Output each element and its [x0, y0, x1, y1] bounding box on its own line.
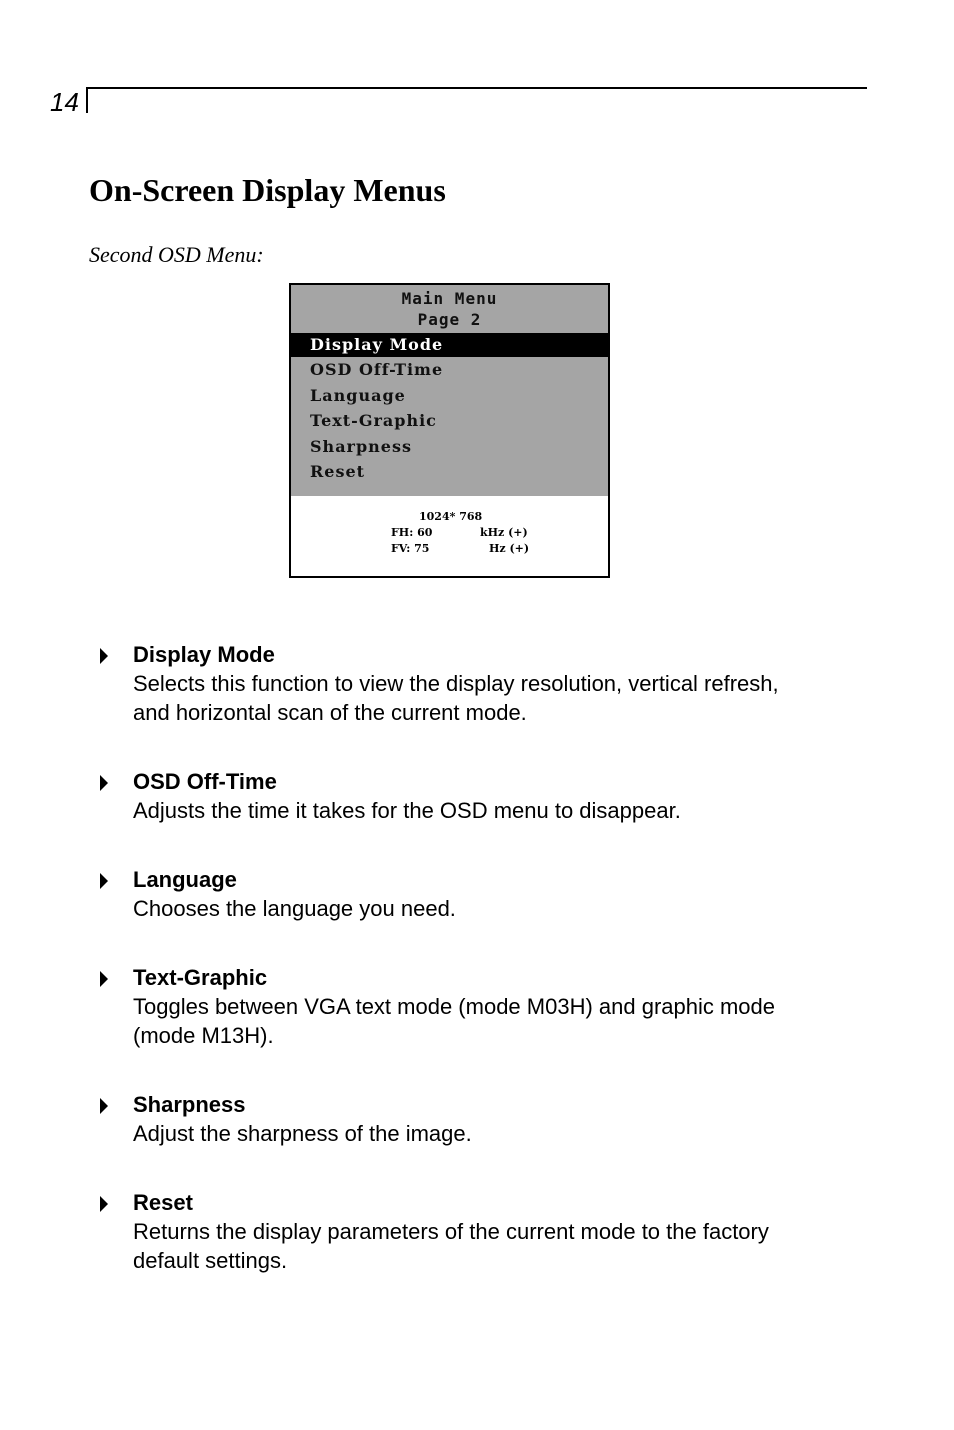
- desc-line: Adjusts the time it takes for the OSD menu to disappear.: [133, 798, 681, 823]
- osd-item-display-mode: Display Mode: [291, 333, 608, 357]
- desc-line: Adjust the sharpness of the image.: [133, 1121, 472, 1146]
- desc-term: Sharpness: [133, 1092, 246, 1117]
- desc-line: Toggles between VGA text mode (mode M03H) and graphic mode: [133, 994, 776, 1019]
- osd-item-language: Language: [310, 385, 406, 405]
- osd-item-reset: Reset: [310, 462, 366, 482]
- osd-menu-list: [291, 333, 608, 485]
- bullet-arrow-icon: [100, 971, 108, 987]
- osd-menu-title: Main Menu: [401, 289, 498, 308]
- osd-menu-page: Page 2: [417, 310, 482, 329]
- osd-fv-value: FV: 75: [391, 542, 430, 555]
- bullet-arrow-icon: [100, 648, 108, 664]
- osd-menu-panel: [291, 285, 608, 496]
- osd-item-osd-off-time: OSD Off-Time: [310, 360, 444, 379]
- osd-fh-unit: kHz (+): [480, 526, 528, 539]
- section-subtitle: Second OSD Menu:: [89, 242, 264, 267]
- desc-term: Language: [133, 867, 237, 892]
- header-rule: [86, 87, 867, 113]
- desc-term: Text-Graphic: [133, 965, 268, 990]
- desc-text: [133, 669, 863, 727]
- desc-line: Returns the display parameters of the current mode to the factory: [133, 1219, 769, 1244]
- desc-line: default settings.: [133, 1248, 288, 1273]
- osd-item-sharpness: Sharpness: [310, 436, 412, 456]
- desc-term: Display Mode: [133, 642, 275, 667]
- desc-line: (mode M13H).: [133, 1023, 274, 1048]
- page-number: 14: [50, 87, 79, 117]
- osd-item-text-graphic: Text-Graphic: [310, 411, 437, 431]
- desc-text: [133, 1119, 863, 1148]
- osd-fv-unit: Hz (+): [489, 542, 530, 555]
- desc-term: Reset: [133, 1190, 193, 1215]
- page-title: On-Screen Display Menus: [89, 172, 446, 208]
- bullet-arrow-icon: [100, 1098, 108, 1114]
- desc-text: [133, 1217, 863, 1275]
- bullet-arrow-icon: [100, 1196, 108, 1212]
- osd-fh-value: FH: 60: [391, 526, 433, 539]
- desc-text: [133, 894, 863, 923]
- desc-line: Chooses the language you need.: [133, 896, 456, 921]
- desc-text: [133, 992, 863, 1050]
- osd-resolution: 1024* 768: [419, 510, 483, 523]
- desc-term: OSD Off-Time: [133, 769, 277, 794]
- desc-text: [133, 796, 863, 825]
- desc-line: and horizontal scan of the current mode.: [133, 700, 527, 725]
- desc-line: Selects this function to view the display resolution, vertical refresh,: [133, 671, 779, 696]
- bullet-arrow-icon: [100, 775, 108, 791]
- bullet-arrow-icon: [100, 873, 108, 889]
- osd-menu-figure: [289, 283, 610, 578]
